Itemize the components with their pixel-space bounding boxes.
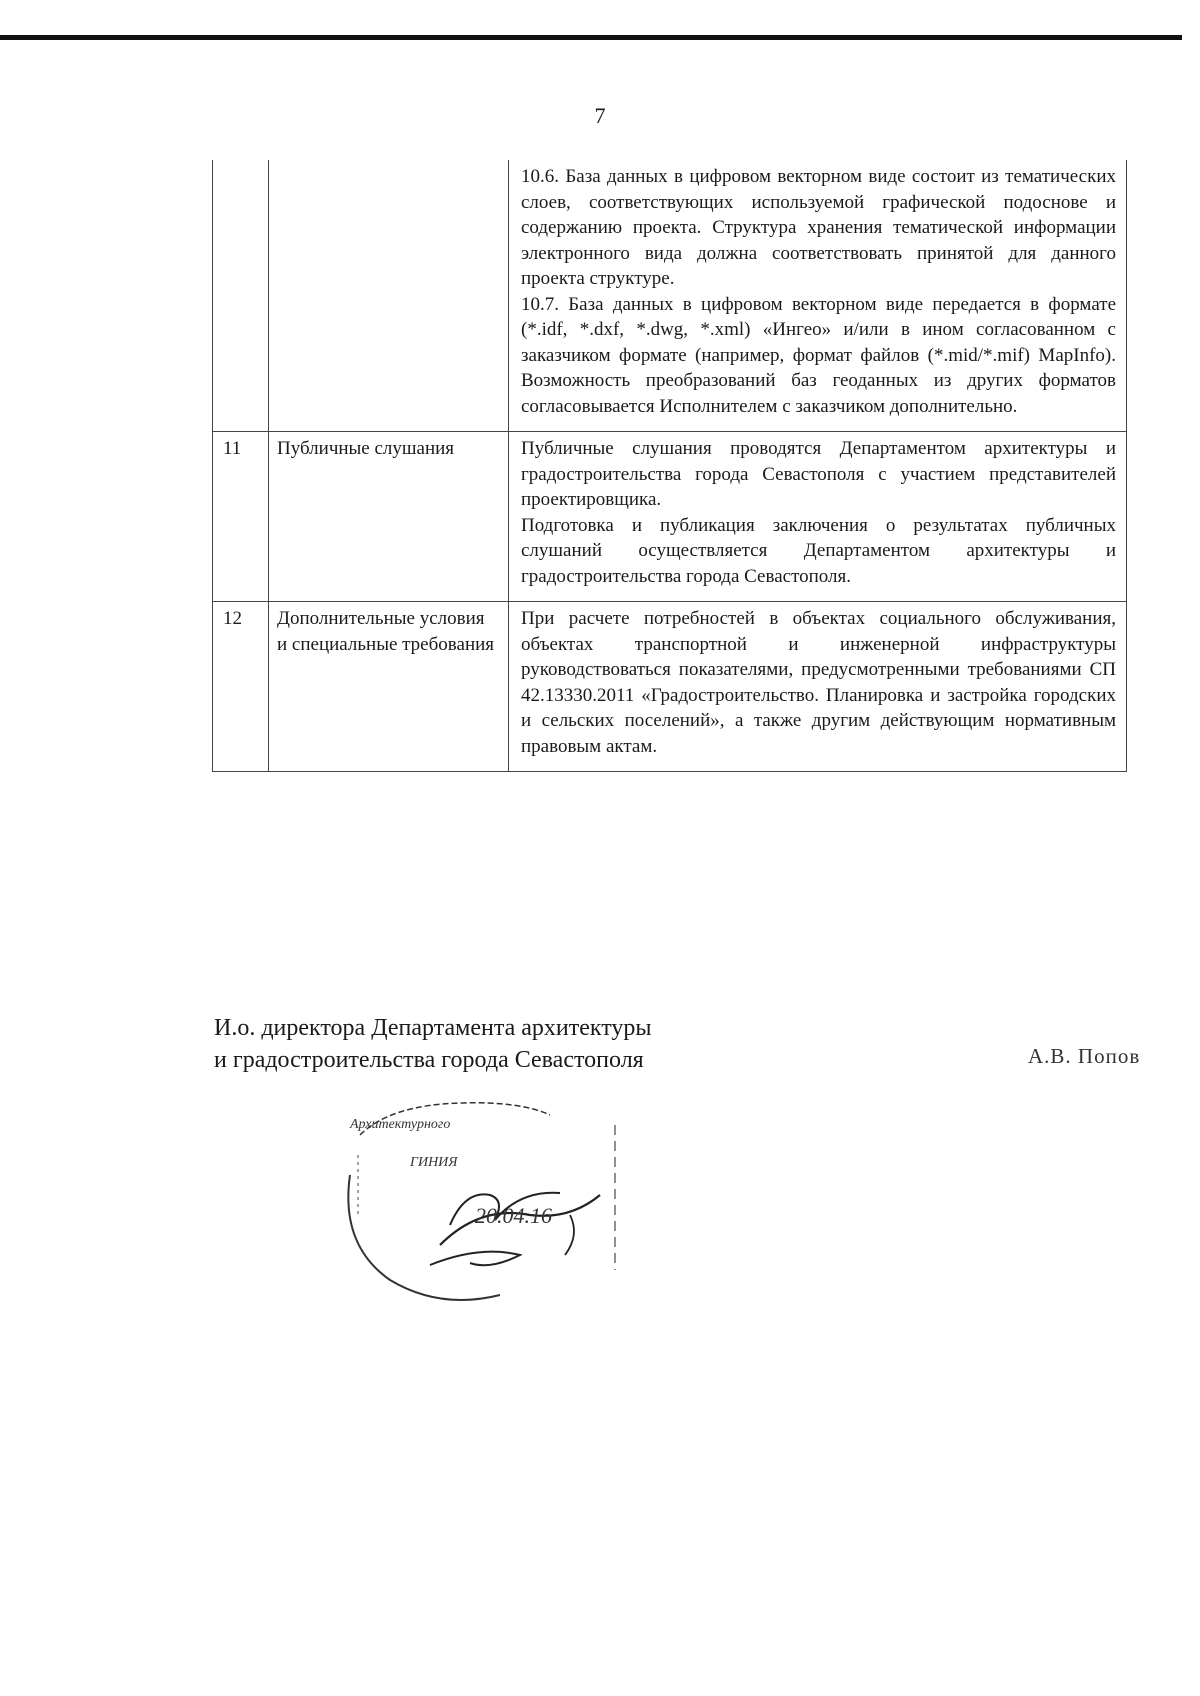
row-title: Дополнительные условия и специальные требования (269, 602, 509, 772)
row-number: 11 (213, 432, 269, 602)
row-paragraph: 10.6. База данных в цифровом векторном виде состоит из тематических слоев, соответствующих используемой графической подоснове и содержанию проекта. Структура хранения тематической информации электронного вида должна соответствовать принятой для данного проекта структуре. (521, 166, 1116, 289)
row-paragraph: Публичные слушания проводятся Департаментом архитектуры и градостроительства города Севастополя с участием представителей проектировщика. (521, 438, 1116, 510)
row-number: 12 (213, 602, 269, 772)
signatory-title-line-2: и градостроительства города Севастополя (214, 1047, 644, 1073)
scan-edge-bar (0, 35, 1182, 40)
row-number (213, 160, 269, 432)
row-paragraph: 10.7. База данных в цифровом векторном виде передается в формате (*.idf, *.dxf, *.dwg, *.xml) «Ингео» и/или в ином согласованном с заказчиком формате (например, формат файлов (*.mid/*.mif) MapInfo). Возможность преобразований баз геоданных из других форматов согласовывается Исполнителем с заказчиком дополнительно. (521, 293, 1116, 417)
spec-table-body (213, 160, 1127, 772)
row-paragraph: Подготовка и публикация заключения о результатах публичных слушаний осуществляется Департаментом архитектуры и градостроительства города Севастополя. (521, 514, 1116, 587)
table-row (213, 602, 1127, 772)
stamp-text-code: ГИНИЯ (410, 1155, 458, 1170)
row-content (509, 160, 1127, 432)
row-content (509, 602, 1127, 772)
official-stamp (330, 1095, 670, 1320)
row-content (509, 432, 1127, 602)
row-title: Публичные слушания (269, 432, 509, 602)
stamp-text-org: Архитектурного (350, 1117, 451, 1132)
signatory-title (214, 1012, 652, 1076)
table-row (213, 160, 1127, 432)
page-number: 7 (594, 103, 606, 128)
row-title (269, 160, 509, 432)
row-paragraph: При расчете потребностей в объектах социального обслуживания, объектах транспортной и инженерной инфраструктуры руководствоваться показателями, предусмотренными требованиями СП 42.13330.2011 «Градостроительство. Планировка и застройка городских и сельских поселений», а также другим действующим нормативным правовым актам. (521, 608, 1116, 757)
signatory-title-line-1: И.о. директора Департамента архитектуры (214, 1015, 652, 1041)
spec-table (212, 160, 1127, 772)
stamp-handwritten-date: 20.04.16 (475, 1203, 552, 1228)
signatory-name: А.В. Попов (1028, 1044, 1141, 1068)
table-row (213, 432, 1127, 602)
